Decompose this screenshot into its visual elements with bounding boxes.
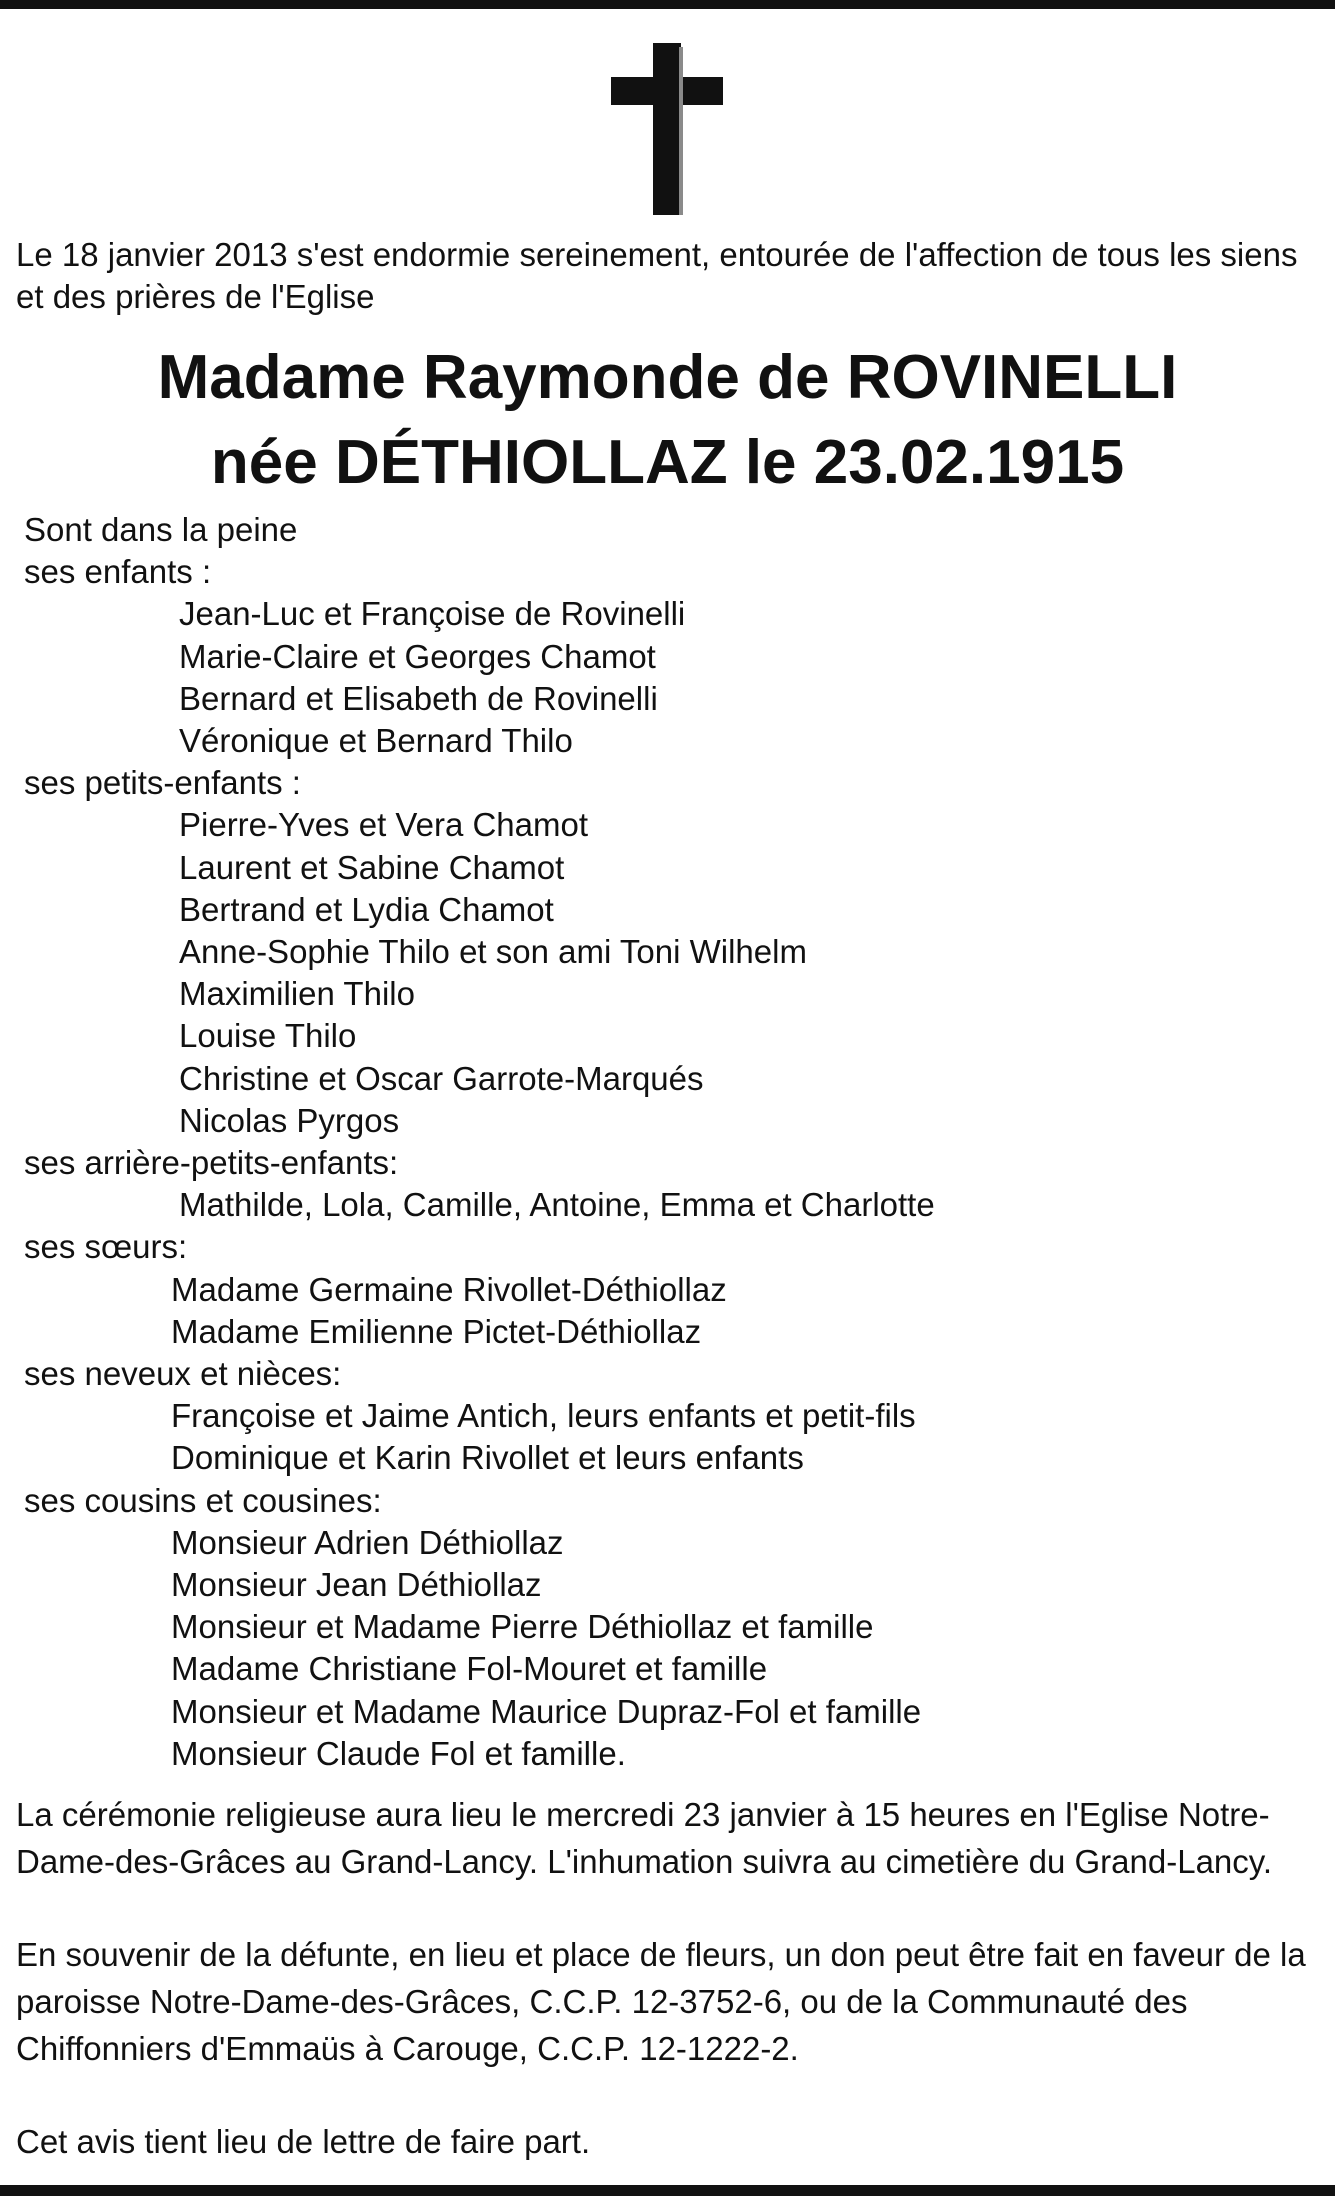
- mourner-group-heading: ses sœurs:: [24, 1228, 188, 1266]
- mourner-name: Monsieur Adrien Déthiollaz: [171, 1523, 564, 1561]
- closing-text: Cet avis tient lieu de lettre de faire part.: [16, 2123, 591, 2160]
- mourner-name: Laurent et Sabine Chamot: [179, 848, 565, 886]
- mourner-name: Monsieur Jean Déthiollaz: [171, 1566, 542, 1604]
- birth-line: née DÉTHIOLLAZ le 23.02.1915: [210, 428, 1125, 497]
- mourner-name: Monsieur et Madame Pierre Déthiollaz et famille: [171, 1608, 874, 1646]
- mourner-name: Mathilde, Lola, Camille, Antoine, Emma et Charlotte: [179, 1186, 935, 1224]
- mourner-group-heading: ses enfants :: [24, 553, 212, 591]
- mourner-name: Christine et Oscar Garrote-Marqués: [179, 1059, 704, 1097]
- mourner-group-heading: Sont dans la peine: [24, 511, 298, 548]
- bottom-border-rule: [0, 2185, 1335, 2196]
- mourners-list: [0, 509, 1335, 1775]
- mourner-name: Monsieur Claude Fol et famille.: [171, 1734, 626, 1772]
- mourner-name: Dominique et Karin Rivollet et leurs enfants: [171, 1439, 804, 1477]
- mourner-name: Madame Emilienne Pictet-Déthiollaz: [171, 1312, 702, 1350]
- ceremony-text: La cérémonie religieuse aura lieu le mercredi 23 janvier à 15 heures en l'Eglise Notre-Dame-des-Grâces au Grand-Lancy. L'inhumation suivra au cimetière du Grand-Lancy.: [16, 1796, 1272, 1880]
- donation-text: En souvenir de la défunte, en lieu et place de fleurs, un don peut être fait en faveur de la paroisse Notre-Dame-des-Grâces, C.C.P. 12-3752-6, ou de la Communauté des Chiffonniers d'Emmaüs à Carouge, C.C.P. 12-1222-2.: [16, 1936, 1306, 2067]
- mourner-group-heading: ses cousins et cousines:: [24, 1481, 382, 1519]
- mourner-name: Jean-Luc et Françoise de Rovinelli: [179, 595, 686, 633]
- mourner-name: Anne-Sophie Thilo et son ami Toni Wilhelm: [179, 933, 807, 971]
- mourner-name: Françoise et Jaime Antich, leurs enfants et petit-fils: [171, 1397, 916, 1435]
- mourner-name: Bernard et Elisabeth de Rovinelli: [179, 679, 658, 717]
- intro-text: Le 18 janvier 2013 s'est endormie sereinement, entourée de l'affection de tous les siens et des prières de l'Eglise: [16, 236, 1298, 315]
- mourner-group-heading: ses arrière-petits-enfants:: [24, 1144, 399, 1182]
- mourner-group-heading: ses petits-enfants :: [24, 764, 301, 802]
- mourner-group-heading: ses neveux et nièces:: [24, 1355, 342, 1393]
- mourner-name: Pierre-Yves et Vera Chamot: [179, 806, 589, 844]
- mourner-name: Louise Thilo: [179, 1017, 357, 1055]
- mourner-name: Madame Christiane Fol-Mouret et famille: [171, 1650, 768, 1688]
- mourner-name: Véronique et Bernard Thilo: [179, 722, 573, 760]
- deceased-name: Madame Raymonde de ROVINELLI: [157, 343, 1178, 412]
- mourner-name: Bertrand et Lydia Chamot: [179, 890, 554, 928]
- mourner-name: Marie-Claire et Georges Chamot: [179, 637, 656, 675]
- top-border-rule: [0, 0, 1335, 9]
- mourner-name: Monsieur et Madame Maurice Dupraz-Fol et famille: [171, 1692, 922, 1730]
- mourner-name: Nicolas Pyrgos: [179, 1101, 400, 1139]
- mourner-name: Madame Germaine Rivollet-Déthiollaz: [171, 1270, 727, 1308]
- mourner-name: Maximilien Thilo: [179, 975, 415, 1013]
- cross-icon: [611, 43, 723, 215]
